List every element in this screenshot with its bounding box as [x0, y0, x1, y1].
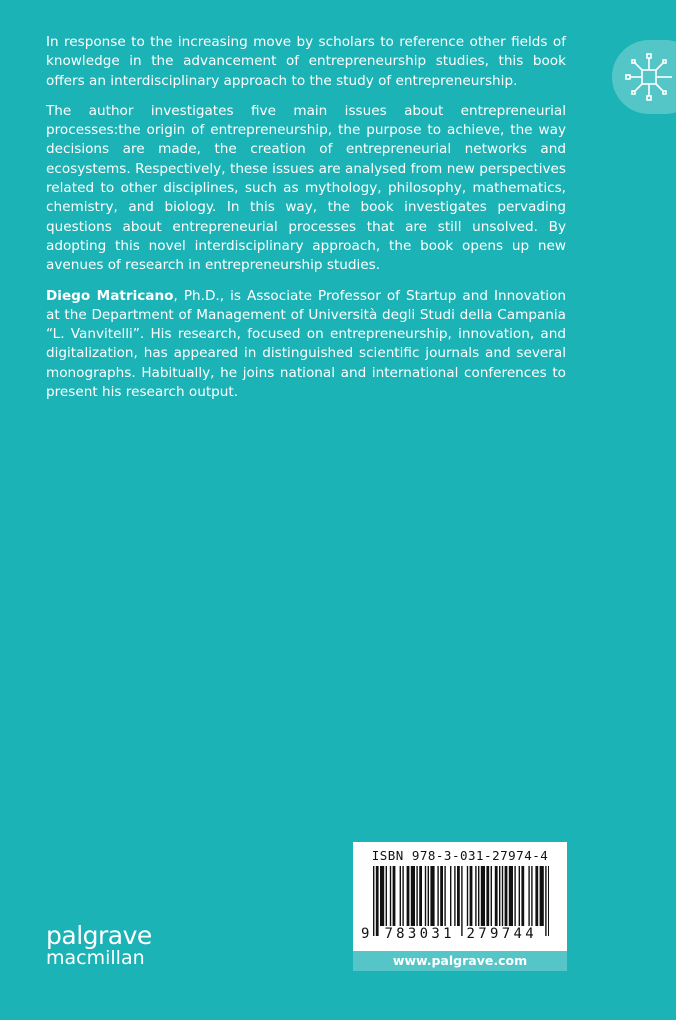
barcode-bar [499, 866, 500, 926]
barcode-bar [393, 866, 396, 926]
isbn-barcode [353, 842, 567, 951]
series-badge [612, 40, 676, 114]
barcode-bar [502, 866, 503, 926]
barcode-bar [531, 866, 532, 926]
author-bio-text: , Ph.D., is Associate Professor of Startup and Innovation at the Department of Management of Università degli Studi della Campania “L. Vanvitelli”. His research, focused on entrepreneurship, innovation, and digitalization, has appeared in distinguished scientific journals and several monographs. Habitually, he joins national and international conferences to present his research output. [46, 287, 566, 401]
barcode-bar [521, 866, 524, 926]
barcode-bar [514, 866, 515, 926]
barcode-bar [486, 866, 489, 926]
barcode-digits: 9 783031 279744 [361, 926, 537, 942]
barcode-bar [444, 866, 445, 926]
author-bio [46, 287, 566, 403]
barcode-bar [478, 866, 479, 926]
barcode-bar [475, 866, 476, 926]
barcode-bar [380, 866, 384, 926]
barcode-bar [440, 866, 443, 926]
barcode-bar [407, 866, 410, 926]
publisher-website[interactable]: www.palgrave.com [353, 951, 567, 971]
barcode-bar [540, 866, 544, 926]
barcode-bar [457, 866, 460, 926]
back-cover-blurb [46, 33, 566, 413]
barcode-bar [400, 866, 401, 926]
barcode-bar [491, 866, 492, 926]
barcode-bar [402, 866, 403, 926]
logo-line-1: palgrave [46, 921, 152, 950]
barcode-bar [467, 866, 468, 926]
barcode-bar [416, 866, 417, 926]
barcode-bar [535, 866, 538, 926]
blurb-paragraph-2: The author investigates five main issues about entrepreneurial processes:the origin of entrepreneurship, the purpose to achieve, the way decisions are made, the creation of entrepreneurial networks and ecosystems. Respectively, these issues are analysed from new perspectives related to other disciplines, such as mythology, philosophy, mathematics, chemistry, and biology. In this way, the book investigates pervading questions about entrepreneurial processes that are still unsolved. By adopting this novel interdisciplinary approach, the book opens up new avenues of research in entrepreneurship studies. [46, 102, 566, 274]
barcode-bar [437, 866, 438, 926]
barcode-bar [390, 866, 391, 926]
barcode-bar [425, 866, 426, 926]
barcode-bar [454, 866, 455, 926]
author-name: Diego Matricano [46, 287, 174, 304]
barcode-bar [419, 866, 422, 926]
logo-line-2: macmillan [46, 947, 145, 969]
barcode-bar [428, 866, 429, 926]
barcode-bar [528, 866, 529, 926]
barcode-bar [386, 866, 387, 926]
publisher-logo [46, 921, 152, 969]
barcode-bar [470, 866, 473, 926]
barcode-bar [509, 866, 513, 926]
network-chip-icon [624, 52, 674, 102]
barcode-bar [411, 866, 415, 926]
barcode-bar [545, 866, 546, 936]
barcode-bar [548, 866, 549, 936]
barcode-bar [450, 866, 451, 926]
barcode-bar [481, 866, 485, 926]
blurb-paragraph-1: In response to the increasing move by scholars to reference other fields of knowledge in the advancement of entrepreneurship studies, this book offers an interdisciplinary approach to the study of entrepreneurship. [46, 34, 566, 89]
isbn-label: ISBN 978-3-031-27974-4 [371, 848, 549, 863]
barcode-bar [519, 866, 520, 926]
barcode-bar [505, 866, 508, 926]
barcode-bar [430, 866, 434, 926]
barcode-bar [495, 866, 498, 926]
